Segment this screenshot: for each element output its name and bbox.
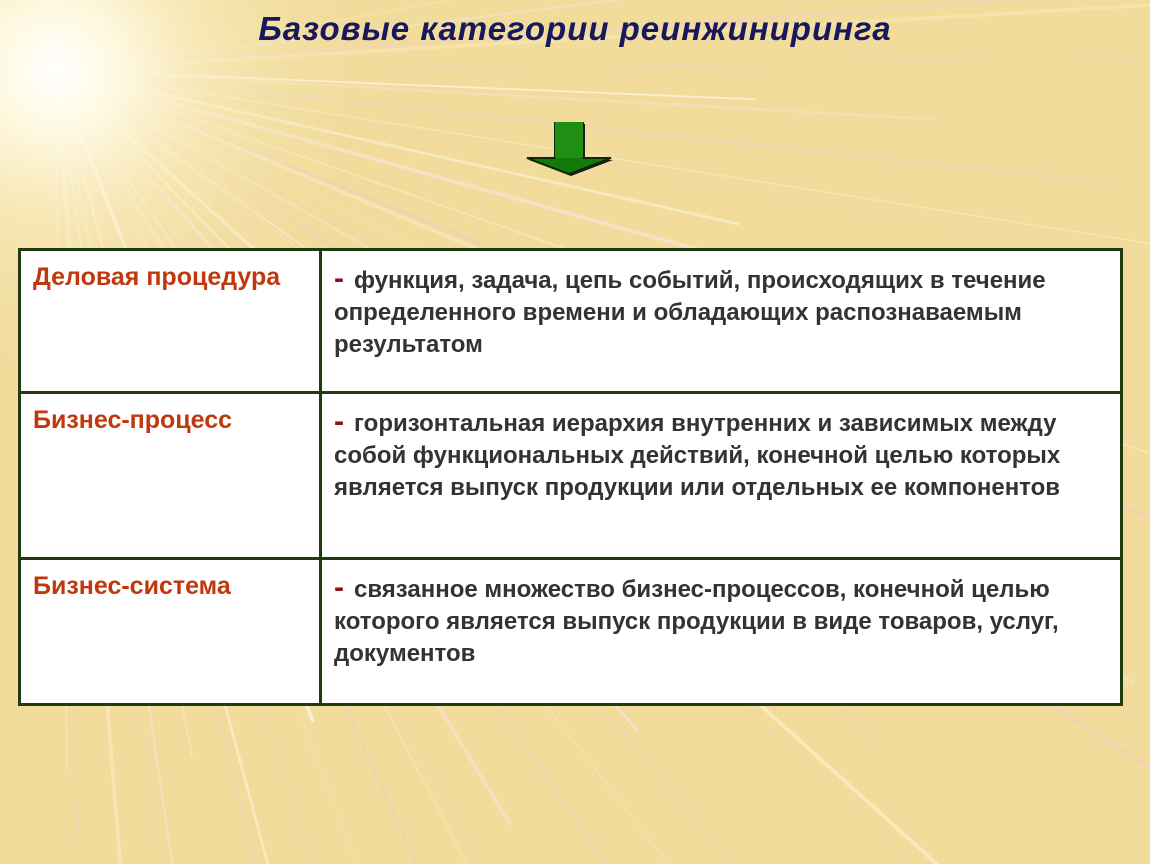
term-label: Бизнес-процесс <box>33 406 233 434</box>
term-cell <box>20 559 321 705</box>
dash-marker: - <box>334 405 344 438</box>
dash-marker: - <box>334 571 344 604</box>
definitions-table <box>18 248 1123 706</box>
term-cell <box>20 393 321 559</box>
definition-text: связанное множество бизнес-процессов, конечной целью которого является выпуск продукции в виде товаров, услуг, документов <box>334 576 1059 667</box>
definition-text: горизонтальная иерархия внутренних и зависимых между собой функциональных действий, конечной целью которых является выпуск продукции или отдельных ее компонентов <box>334 410 1061 501</box>
term-label: Деловая процедура <box>33 263 281 291</box>
term-label: Бизнес-система <box>33 572 231 600</box>
definition-cell <box>321 559 1122 705</box>
dash-marker: - <box>334 262 344 295</box>
table-row <box>20 559 1122 705</box>
table-row <box>20 393 1122 559</box>
definition-text: функция, задача, цепь событий, происходящих в течение определенного времени и обладающих распознаваемым результатом <box>334 267 1046 358</box>
term-cell <box>20 250 321 393</box>
table-row <box>20 250 1122 393</box>
definition-cell <box>321 250 1122 393</box>
definition-cell <box>321 393 1122 559</box>
slide-title: Базовые категории реинжиниринга <box>258 10 892 47</box>
arrow-down-icon <box>525 122 617 178</box>
